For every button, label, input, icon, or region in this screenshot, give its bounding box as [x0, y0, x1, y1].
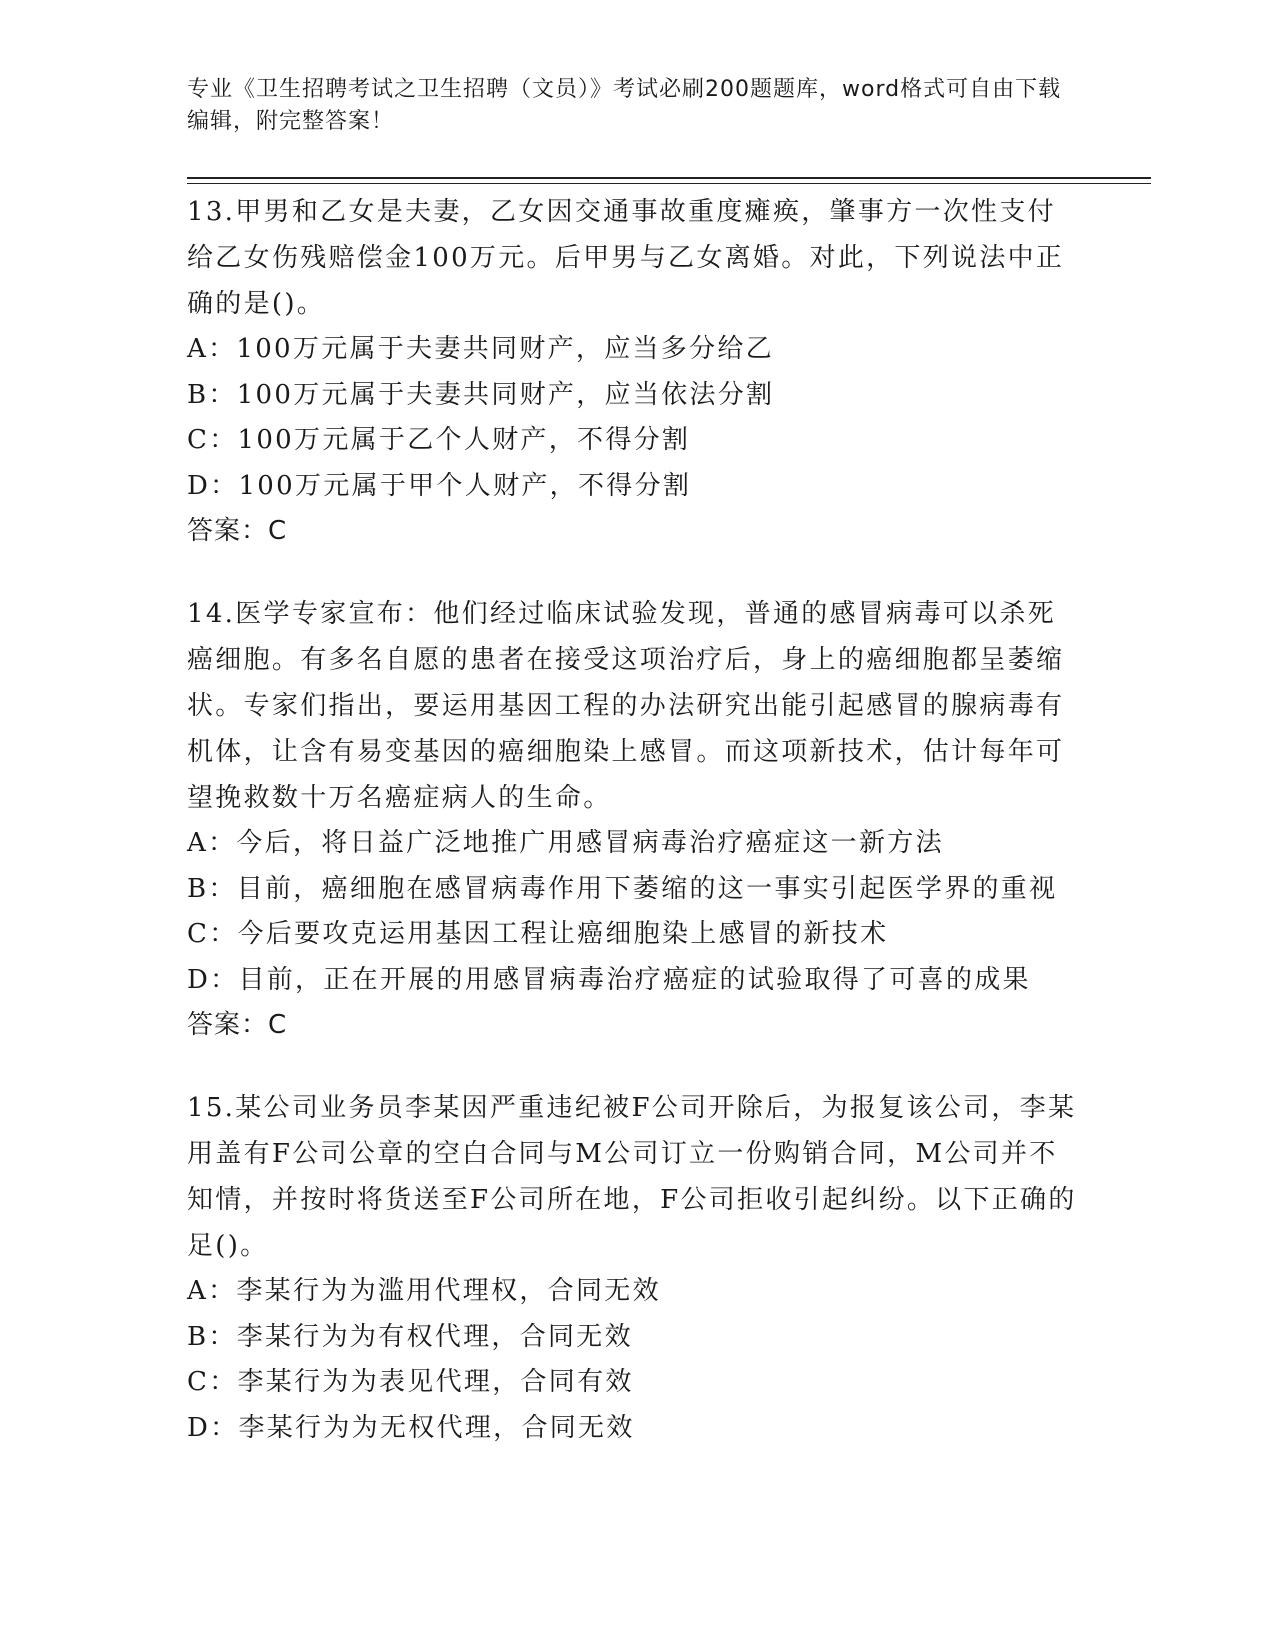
option-d: D：100万元属于甲个人财产，不得分割 [187, 470, 692, 501]
option-a: A：李某行为为滥用代理权，合同无效 [187, 1276, 661, 1306]
option-a: A：100万元属于夫妻共同财产，应当多分给乙 [187, 334, 775, 364]
option-c: C：100万元属于乙个人财产，不得分割 [187, 425, 691, 455]
header-divider-thick [187, 177, 1151, 179]
option-c: C：李某行为为表见代理，合同有效 [187, 1367, 634, 1397]
answer-line: 答案：C [187, 1010, 288, 1040]
question-stem: 13.甲男和乙女是夫妻，乙女因交通事故重度瘫痪，肇事方一次性支付给乙女伤残赔偿金100万元。后甲男与乙女离婚。对此，下列说法中正确的是()。 [187, 197, 1065, 319]
question-list [187, 189, 1077, 1489]
option-b: B：目前，癌细胞在感冒病毒作用下萎缩的这一事实引起医学界的重视 [187, 873, 1058, 904]
answer-line: 答案：C [187, 516, 288, 546]
header-divider-thin [187, 183, 1151, 184]
option-a: A：今后，将日益广泛地推广用感冒病毒治疗癌症这一新方法 [187, 828, 944, 858]
option-c: C：今后要攻克运用基因工程让癌细胞染上感冒的新技术 [187, 919, 889, 949]
question-15 [187, 1085, 1077, 1451]
option-b: B：100万元属于夫妻共同财产，应当依法分割 [187, 379, 775, 410]
question-stem: 15.某公司业务员李某因严重违纪被F公司开除后，为报复该公司，李某用盖有F公司公章的空白合同与M公司订立一份购销合同，M公司并不知情，并按时将货送至F公司所在地，F公司拒收引起纠纷。以下正确的足()。 [187, 1093, 1077, 1261]
question-13 [187, 189, 1077, 553]
question-stem: 14.医学专家宣布：他们经过临床试验发现，普通的感冒病毒可以杀死癌细胞。有多名自愿的患者在接受这项治疗后，身上的癌细胞都呈萎缩状。专家们指出，要运用基因工程的办法研究出能引起感冒的腺病毒有机体，让含有易变基因的癌细胞染上感冒。而这项新技术，估计每年可望挽救数十万名癌症病人的生命。 [187, 599, 1065, 813]
document-header: 专业《卫生招聘考试之卫生招聘（文员）》考试必刷200题题库，word格式可自由下载编辑，附完整答案！ [187, 77, 1062, 134]
option-b: B：李某行为为有权代理，合同无效 [187, 1321, 633, 1352]
option-d: D：李某行为为无权代理，合同无效 [187, 1412, 635, 1443]
option-d: D：目前，正在开展的用感冒病毒治疗癌症的试验取得了可喜的成果 [187, 964, 1031, 995]
question-14 [187, 591, 1077, 1047]
